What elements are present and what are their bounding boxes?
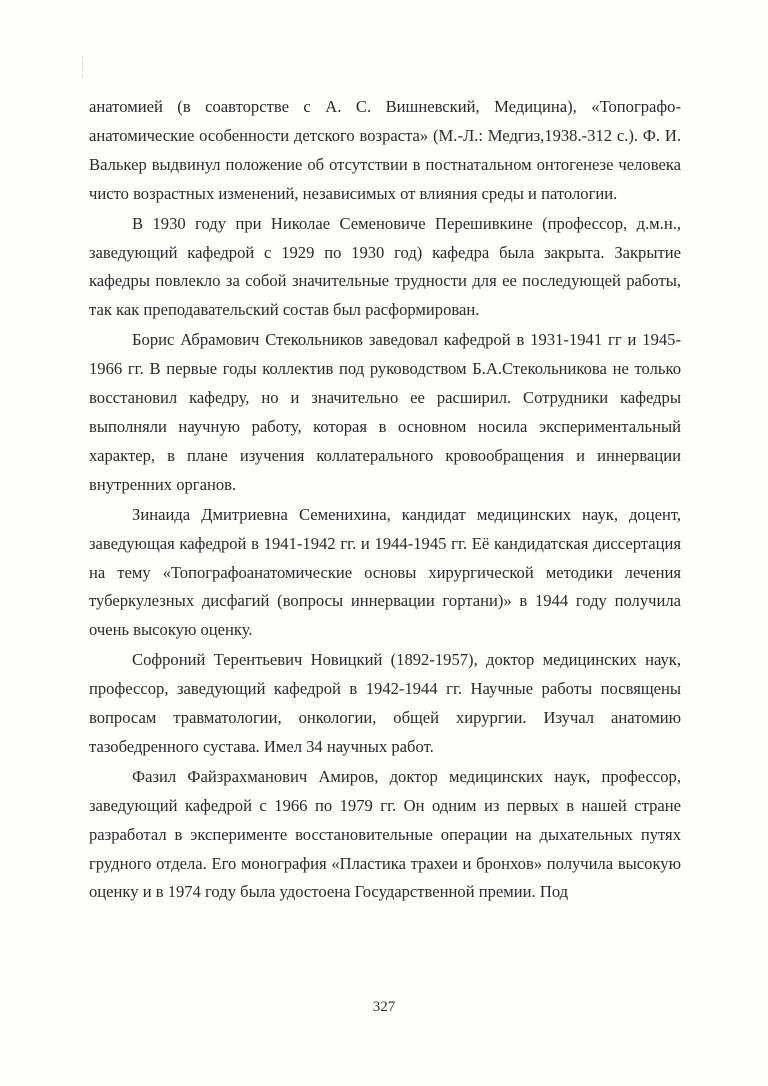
paragraph-amirov: Фазил Файзрахманович Амиров, доктор медицинских наук, профессор, заведующий кафедрой с 1966 по 1979 гг. Он одним из первых в нашей стране разработал в эксперименте восстановительные операции на дыхательных путях грудного отдела. Его монография «Пластика трахеи и бронхов» получила высокую оценку и в 1974 году была удостоена Государственной премии. Под <box>89 766 681 902</box>
paragraph-novitsky: Софроний Терентьевич Новицкий (1892-1957), доктор медицинских наук, профессор, заведующий кафедрой в 1942-1944 гг. Научные работы посвящены вопросам травматологии, онкологии, общей хирургии. Изучал анатомию тазобедренного сустава. Имел 34 научных работ. <box>89 650 681 756</box>
paragraph-stekolnikov: Борис Абрамович Стекольников заведовал кафедрой в 1931-1941 гг и 1945-1966 гг. В первые годы коллектив под руководством Б.А.Стекольникова не только восстановил кафедру, но и значительно ее расширил. Сотрудники кафедры выполняли научную работу, которая в основном носила экспериментальный характер, в плане изучения коллатерального кровообращения и иннервации внутренних органов. <box>89 330 681 494</box>
scan-mark <box>82 56 85 78</box>
paragraph-continuation: анатомией (в соавторстве с А. С. Вишневский, Медицина), «Топографо-анатомические особенности детского возраста» (М.-Л.: Медгиз,1938.-312 с.). Ф. И. Валькер выдвинул положение об отсутствии в постнатальном онтогенезе человека чисто возрастных изменений, независимых от влияния среды и патологии. <box>89 97 681 203</box>
body-text <box>89 93 681 907</box>
page-number: 327 <box>372 999 396 1015</box>
paragraph-semenikhina: Зинаида Дмитриевна Семенихина, кандидат медицинских наук, доцент, заведующая кафедрой в 1941-1942 гг. и 1944-1945 гг. Её кандидатская диссертация на тему «Топографоанатомические основы хирургической методики лечения туберкулезных дисфагий (вопросы иннервации гортани)» в 1944 году получила очень высокую оценку. <box>89 504 681 640</box>
paragraph-pereshivkin: В 1930 году при Николае Семеновиче Перешивкине (профессор, д.м.н., заведующий кафедрой с 1929 по 1930 год) кафедра была закрыта. Закрытие кафедры повлекло за собой значительные трудности для ее последующей работы, так как преподавательский состав был расформирован. <box>89 213 681 320</box>
